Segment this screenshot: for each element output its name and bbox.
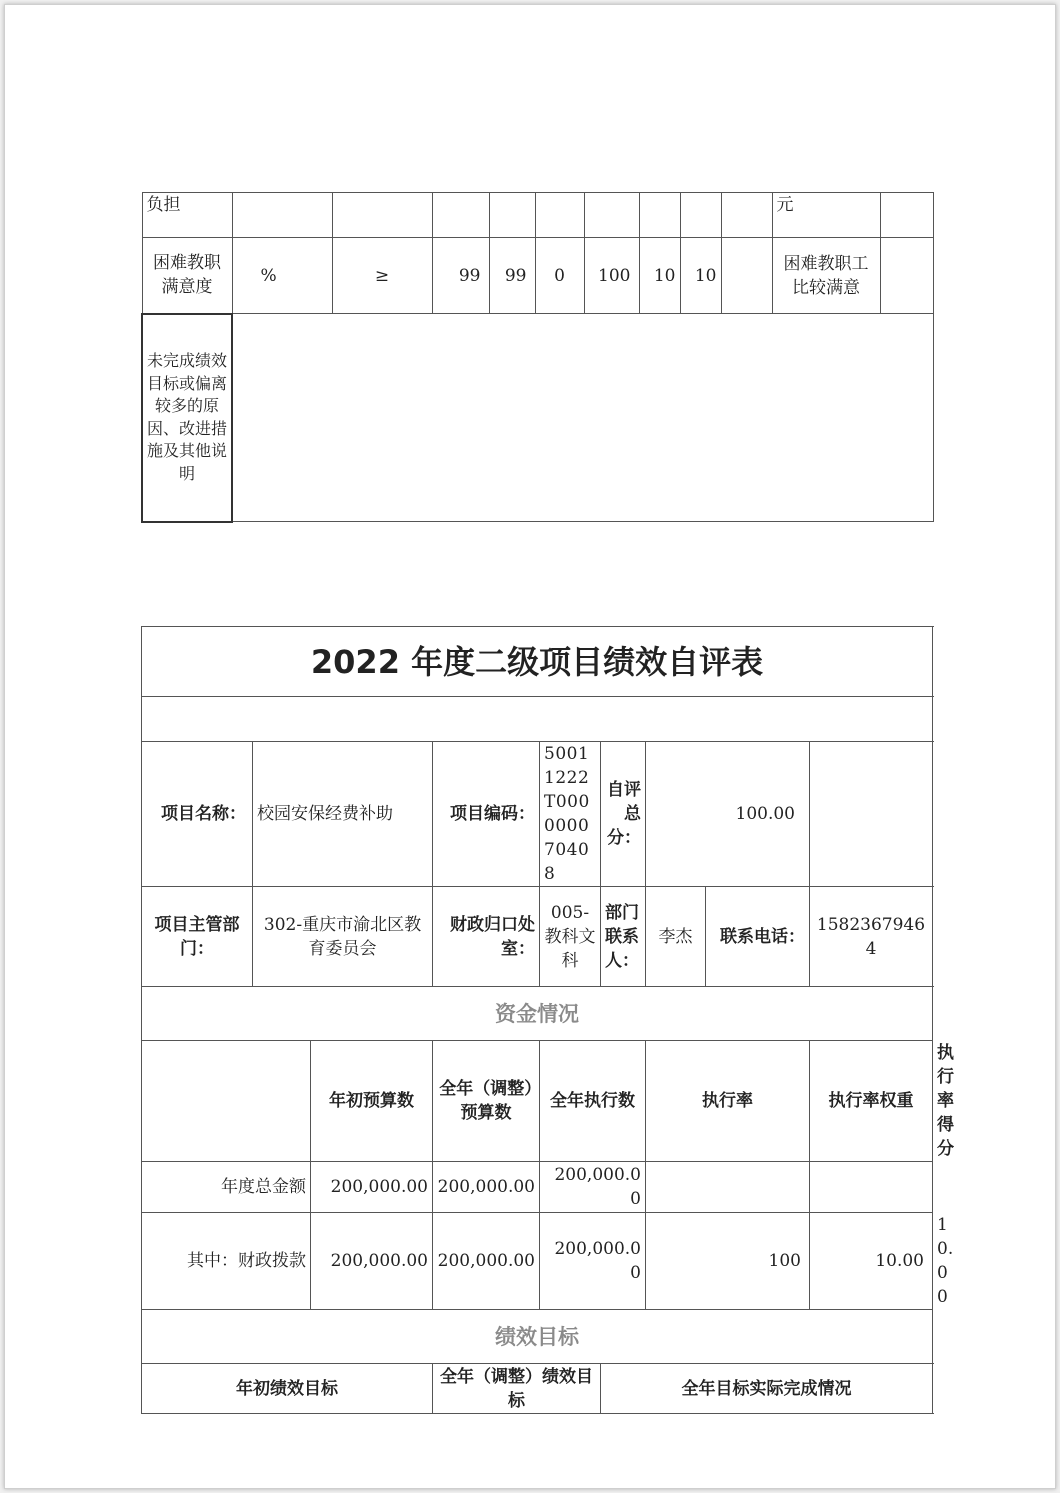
document-page — [4, 4, 1056, 1489]
table-row — [142, 742, 933, 887]
dept: 302-重庆市渝北区教育委员会 — [253, 887, 433, 987]
funds-weight — [810, 1162, 933, 1213]
project-name: 校园安保经费补助 — [253, 742, 433, 887]
cell-label: 负担 — [142, 193, 232, 238]
performance-header: 全年（调整）绩效目标 — [433, 1364, 601, 1414]
self-evaluation-form — [141, 626, 954, 1414]
table-row: 其中：财政拨款 200,000.00 200,000.00 200,000.00 100 10.00 10.00 — [142, 1213, 933, 1310]
table-row: 年初预算数 全年（调整）预算数 全年执行数 执行率 执行率权重 执行率得分 — [142, 1041, 933, 1162]
contact-name: 李杰 — [646, 887, 706, 987]
contact-label: 部门联系人： — [601, 887, 646, 987]
self-score-label: 自评总分： — [601, 742, 646, 887]
finance-office-label: 财政归口处室： — [433, 887, 540, 987]
cell-indicator-name: 困难教职满意度 — [142, 238, 232, 314]
funds-header: 年初预算数 — [311, 1041, 433, 1162]
funds-adjusted: 200,000.00 — [433, 1213, 540, 1310]
phone-label: 联系电话： — [706, 887, 810, 987]
funds-rate: 100 — [646, 1213, 810, 1310]
performance-header: 全年目标实际完成情况 — [601, 1364, 933, 1414]
finance-office: 005-教科文科 — [540, 887, 601, 987]
table-row — [142, 238, 933, 314]
dept-label: 项目主管部门： — [142, 887, 253, 987]
table-row — [142, 627, 933, 697]
cell-description: 困难教职工比较满意 — [772, 238, 880, 314]
funds-rate — [646, 1162, 810, 1213]
table-row — [142, 887, 933, 987]
phone-number: 15823679464 — [810, 887, 933, 987]
project-code-label: 项目编码： — [433, 742, 540, 887]
table-row — [142, 697, 933, 742]
funds-section-title: 资金情况 — [142, 987, 933, 1041]
cell-operator: ≥ — [332, 238, 432, 314]
page-title: 2022 年度二级项目绩效自评表 — [142, 627, 933, 697]
cell-measure: % — [232, 238, 332, 314]
funds-header: 全年执行数 — [540, 1041, 646, 1162]
funds-row-label: 年度总金额 — [142, 1162, 311, 1213]
cell-value — [721, 238, 772, 314]
funds-weight: 10.00 — [810, 1213, 933, 1310]
cell-value: 100 — [584, 238, 639, 314]
funds-header: 执行率 — [646, 1041, 810, 1162]
funds-budget: 200,000.00 — [311, 1213, 433, 1310]
cell-unit: 元 — [772, 193, 880, 238]
funds-header: 全年（调整）预算数 — [433, 1041, 540, 1162]
cell-note-value — [232, 314, 933, 522]
indicator-table-continued — [141, 192, 934, 523]
funds-header: 执行率权重 — [810, 1041, 933, 1162]
cell-note-label: 未完成绩效目标或偏离较多的原因、改进措施及其他说明 — [142, 314, 232, 522]
cell-value: 99 — [489, 238, 535, 314]
self-score: 100.00 — [646, 742, 810, 887]
funds-row-label: 其中：财政拨款 — [142, 1213, 311, 1310]
cell-value: 0 — [535, 238, 584, 314]
funds-adjusted: 200,000.00 — [433, 1162, 540, 1213]
performance-header: 年初绩效目标 — [142, 1364, 433, 1414]
funds-executed: 200,000.00 — [540, 1213, 646, 1310]
cell-extra — [880, 238, 933, 314]
table-row — [142, 987, 933, 1041]
project-code: 50011222T000000070408 — [540, 742, 601, 887]
table-row — [142, 314, 933, 522]
cell-value: 10 — [639, 238, 680, 314]
table-row — [142, 1162, 933, 1213]
table-row — [142, 193, 933, 238]
cell-value: 10 — [680, 238, 721, 314]
funds-budget: 200,000.00 — [311, 1162, 433, 1213]
cell-value: 99 — [432, 238, 489, 314]
project-name-label: 项目名称： — [142, 742, 253, 887]
funds-executed: 200,000.00 — [540, 1162, 646, 1213]
performance-section-title: 绩效目标 — [142, 1310, 933, 1364]
table-row — [142, 1364, 933, 1414]
table-row — [142, 1310, 933, 1364]
